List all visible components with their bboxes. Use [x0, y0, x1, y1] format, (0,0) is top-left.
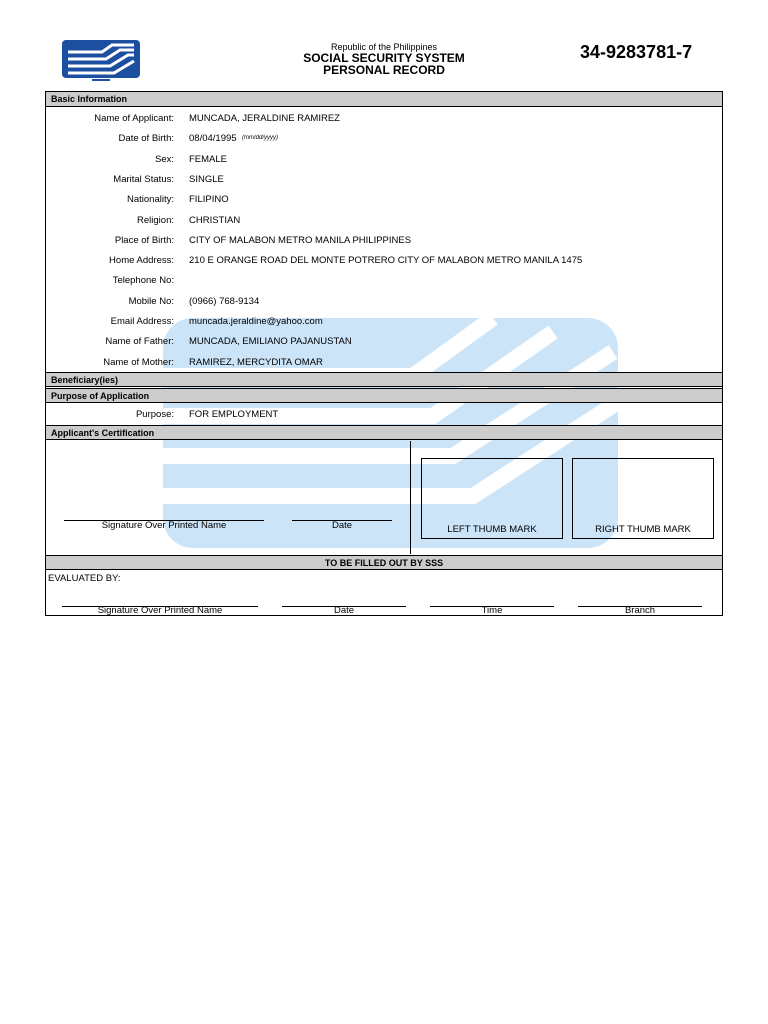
date-format-note: (mm/dd/yyyy) — [242, 135, 278, 142]
sss-time-caption: Time — [481, 605, 503, 616]
info-label: Religion: — [137, 214, 174, 226]
info-value: CITY OF MALABON METRO MANILA PHILIPPINES — [189, 234, 412, 246]
info-value: CHRISTIAN — [189, 214, 241, 226]
info-label: Name of Mother: — [103, 356, 174, 368]
sss-logo — [62, 40, 140, 82]
sss-signature-caption: Signature Over Printed Name — [97, 605, 223, 616]
info-value: 210 E ORANGE ROAD DEL MONTE POTRERO CITY OF MALABON METRO MANILA 1475 — [189, 255, 583, 267]
info-label: Name of Father: — [105, 336, 174, 348]
info-value: muncada.jeraldine@yahoo.com — [189, 316, 323, 327]
info-label: Nationality: — [127, 194, 174, 206]
left-thumb-label: LEFT THUMB MARK — [447, 524, 537, 535]
info-value: SINGLE — [189, 173, 224, 185]
info-value: FILIPINO — [189, 194, 229, 206]
purpose-value: FOR EMPLOYMENT — [189, 409, 279, 420]
info-value: FEMALE — [189, 153, 228, 165]
section-basic-information: Basic Information — [46, 92, 722, 107]
personal-record-form — [45, 91, 723, 616]
info-label: Sex: — [154, 153, 174, 165]
sss-branch-caption: Branch — [624, 605, 656, 616]
applicant-signature-caption: Signature Over Printed Name — [101, 520, 227, 531]
section-certification: Applicant's Certification — [46, 425, 722, 440]
evaluated-by-label: EVALUATED BY: — [48, 573, 121, 584]
info-label: Date of Birth: — [118, 133, 174, 145]
right-thumb-box — [572, 458, 714, 539]
purpose-label: Purpose: — [135, 409, 174, 420]
section-beneficiaries: Beneficiary(ies) — [46, 372, 722, 387]
info-label: Name of Applicant: — [94, 113, 174, 124]
applicant-date-caption: Date — [331, 520, 353, 531]
info-label: Place of Birth: — [114, 234, 174, 246]
section-sss-use: TO BE FILLED OUT BY SSS — [46, 555, 722, 570]
info-value: 08/04/1995 — [189, 133, 237, 145]
form-title: PERSONAL RECORD — [323, 63, 445, 77]
info-label: Home Address: — [109, 255, 174, 267]
info-value: MUNCADA, JERALDINE RAMIREZ — [189, 113, 340, 124]
republic-label: Republic of the Philippines — [330, 42, 438, 52]
certification-divider — [410, 441, 411, 554]
sss-date-caption: Date — [333, 605, 355, 616]
left-thumb-box — [421, 458, 563, 539]
ss-number: 34-9283781-7 — [580, 42, 693, 62]
info-value: RAMIREZ, MERCYDITA OMAR — [189, 356, 323, 368]
info-label: Marital Status: — [113, 173, 174, 185]
form-header — [264, 42, 504, 76]
right-thumb-label: RIGHT THUMB MARK — [595, 524, 691, 535]
info-value: MUNCADA, EMILIANO PAJANUSTAN — [189, 336, 352, 348]
section-purpose: Purpose of Application — [46, 388, 722, 403]
agency-title: SOCIAL SECURITY SYSTEM — [303, 51, 465, 65]
info-label: Email Address: — [110, 316, 174, 327]
info-label: Mobile No: — [128, 295, 174, 307]
info-label: Telephone No: — [112, 275, 174, 287]
info-value: (0966) 768-9134 — [189, 295, 260, 307]
